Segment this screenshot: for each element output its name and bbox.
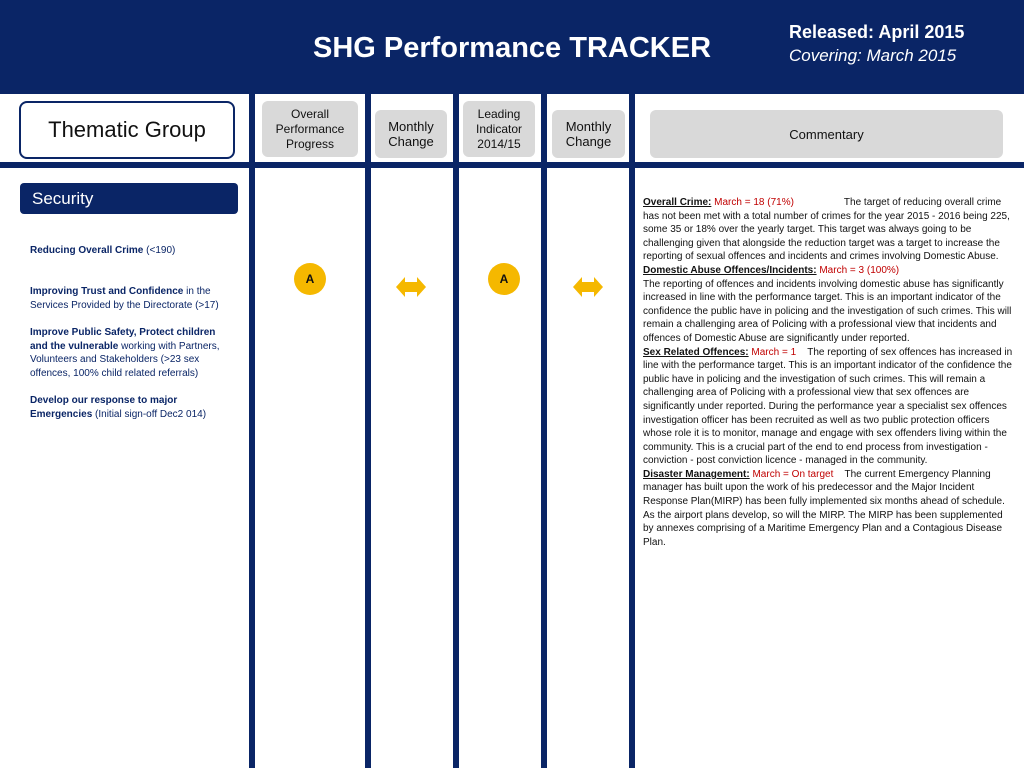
commentary-label: Overall Crime:: [643, 197, 712, 208]
commentary-text: The reporting of offences and incidents involving domestic abuse has significantly increased in line with the performance target. This is an important indicator of the confidence the public have in policing and the investigation of such crimes. This will remain a challenging area of Policing with a professional view that incidents and offences of Domestic Abuse are significantly under reported.: [643, 278, 1012, 344]
commentary-value: March = On target: [749, 468, 834, 480]
column-divider: [541, 94, 547, 768]
header-line: Monthly: [565, 119, 612, 134]
commentary-text: The reporting of sex offences has increased in line with the performance target. This is an important indicator of the confidence the public have in policing and the investigation of such crimes. This will remain a challenging area of Policing with a professional view that sex offences are significantly under reported. During the performance year a specialist sex offences investigation officer has been recruited as well as two public protection officers whose role it is to monitor, manage and engage with sex offenders living within the community. This is a crucial part of the end to end process from investigation - conviction - post conviction licence - managed in the community.: [643, 346, 1013, 467]
commentary-text: The target of reducing overall crime has not been met with a total number of crimes for the year 2015 - 2016 being 225, some 35 or 18% over the yearly target. This target was always going to be challenging given that alongside the reduction target was a target to increase the reporting of sexual offences and incidents and crimes involving Domestic Abuse.: [643, 197, 1010, 263]
commentary-item: [643, 264, 1015, 346]
commentary-value: March = 18 (71%): [711, 197, 794, 208]
header-line: Change: [388, 134, 434, 149]
objective-detail: (<190): [143, 245, 176, 256]
commentary-label: Sex Related Offences:: [643, 346, 749, 358]
objective-title: Improving Trust and Confidence: [30, 286, 184, 297]
column-divider: [629, 94, 635, 768]
column-divider: [365, 94, 371, 768]
released-date: Released: April 2015: [789, 22, 965, 42]
thematic-group-header: Thematic Group: [19, 101, 235, 159]
header-line: Performance: [275, 121, 345, 136]
commentary-text: The current Emergency Planning manager has built upon the work of his predecessor and the Major Incident Response Plan(MIRP) has been fully implemented six months ahead of schedule. As the airport plans develop, so will the MIRP. The MIRP has been supplemented by annexes comprising of a Maritime Emergency Plan and a Contagious Disease Plan.: [643, 468, 1005, 548]
header-line: Monthly: [388, 119, 434, 134]
monthly-change-header: [375, 110, 447, 158]
objective-detail: in the Services Provided by the Directorate (>17): [30, 286, 219, 311]
header-divider: [0, 162, 1024, 168]
objective-item: [30, 285, 235, 312]
monthly-change-header-2: [552, 110, 625, 158]
header-line: Leading: [477, 106, 521, 121]
page-title: SHG Performance TRACKER: [312, 32, 712, 64]
overall-performance-header: [262, 101, 358, 157]
objective-item: [30, 394, 235, 421]
objective-item: [30, 326, 235, 380]
commentary-item: [643, 196, 1015, 264]
commentary-item: [643, 346, 1015, 468]
left-right-arrow-icon: [573, 276, 603, 298]
header-line: Indicator: [475, 121, 523, 136]
objective-title: Improve Public Safety, Protect children and the vulnerable: [30, 327, 216, 352]
leading-indicator-rating: A: [488, 263, 520, 295]
column-divider: [453, 94, 459, 768]
header-line: Change: [565, 134, 612, 149]
column-divider: [249, 94, 255, 768]
objective-detail: (Initial sign-off Dec2 014): [92, 408, 207, 420]
section-security: Security: [20, 183, 238, 214]
objective-title: Develop our response to major Emergencies: [30, 395, 178, 420]
overall-performance-rating: A: [294, 263, 326, 295]
objective-item: [30, 244, 235, 258]
header-line: Progress: [285, 136, 334, 151]
covering-period: Covering: March 2015: [789, 46, 957, 65]
objective-detail: working with Partners, Volunteers and Stakeholders (>23 sex offences, 100% child related referrals): [30, 340, 220, 379]
commentary-header: Commentary: [650, 110, 1003, 158]
commentary-label: Disaster Management:: [643, 468, 750, 480]
header-line: Overall: [290, 106, 329, 121]
commentary-value: March = 1: [748, 346, 797, 358]
objective-title: Reducing Overall Crime: [30, 245, 144, 256]
leading-indicator-header: [463, 101, 535, 157]
commentary-label: Domestic Abuse Offences/Incidents:: [643, 264, 817, 276]
commentary-body: [643, 196, 1015, 549]
left-right-arrow-icon: [396, 276, 426, 298]
commentary-value: March = 3 (100%): [816, 264, 900, 276]
commentary-item: [643, 468, 1015, 550]
header-line: 2014/15: [477, 136, 521, 151]
